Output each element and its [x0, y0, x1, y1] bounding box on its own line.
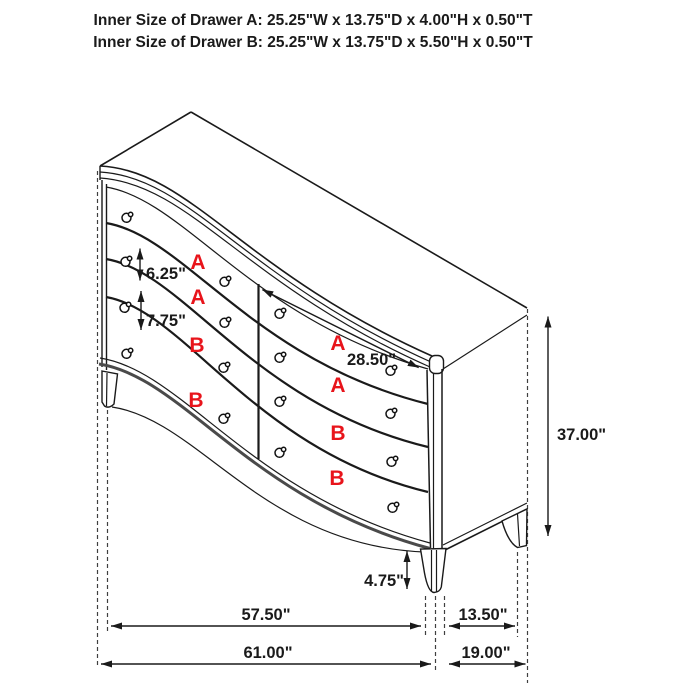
- dim-label: 4.75": [364, 572, 404, 590]
- dim-label: 57.50": [241, 606, 291, 624]
- dim-label: 13.50": [458, 606, 508, 624]
- dim-overall-height: [548, 317, 606, 537]
- dim-leg-height: [364, 551, 407, 590]
- drawer-label-left-2: A: [190, 286, 206, 309]
- drawer-label-right-4: B: [329, 467, 345, 490]
- dim-leg-depth-spacing: [449, 606, 515, 626]
- dim-label: 19.00": [461, 644, 511, 662]
- drawer-label-right-3: B: [330, 422, 346, 445]
- drawer-label-right-1: A: [330, 332, 346, 355]
- front-center-leg: [421, 549, 447, 593]
- drawer-label-left-4: B: [188, 389, 204, 412]
- header-line-1: Inner Size of Drawer A: 25.25"W x 13.75"D x 4.00"H x 0.50"T: [93, 12, 533, 29]
- dim-overall-width: [101, 644, 431, 664]
- dim-front-width: [111, 606, 421, 626]
- dim-label: 7.75": [146, 312, 186, 330]
- dim-label: 37.00": [557, 426, 607, 444]
- dim-label: 28.50": [347, 351, 397, 369]
- header-line-2: Inner Size of Drawer B: 25.25"W x 13.75"D x 5.50"H x 0.50"T: [93, 34, 533, 51]
- dim-label: 6.25": [146, 265, 186, 283]
- drawer-label-left-1: A: [190, 251, 206, 274]
- drawer-label-right-2: A: [330, 374, 346, 397]
- dim-overall-depth: [449, 644, 526, 664]
- dim-label: 61.00": [243, 644, 293, 662]
- drawer-label-left-3: B: [189, 334, 205, 357]
- dresser-drawing: [98, 112, 528, 683]
